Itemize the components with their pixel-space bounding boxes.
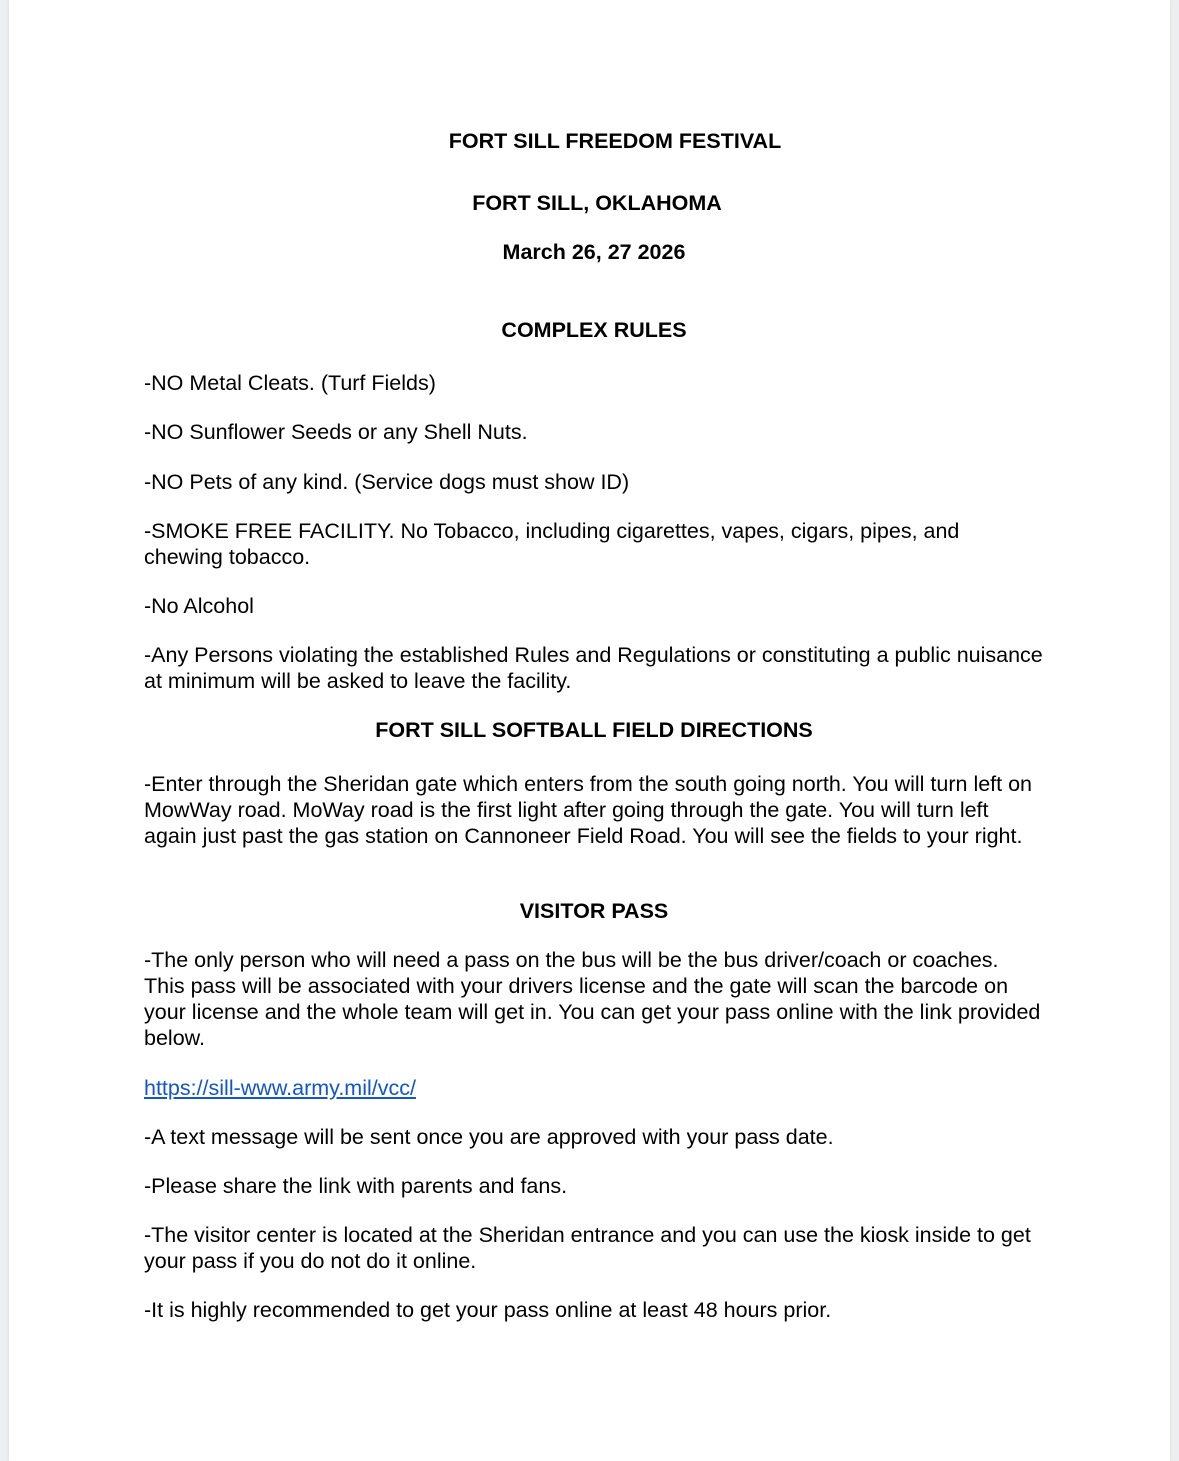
- visitor-pass-heading: VISITOR PASS: [519, 899, 669, 923]
- pass-note: -It is highly recommended to get your pass online at least 48 hours prior.: [144, 1298, 832, 1322]
- rule-item: -SMOKE FREE FACILITY. No Tobacco, including cigarettes, vapes, cigars, pipes, and chewing tobacco.: [144, 519, 960, 569]
- pass-note: -A text message will be sent once you are approved with your pass date.: [144, 1125, 834, 1149]
- visitor-pass-link-line: [144, 1075, 1044, 1101]
- event-date: March 26, 27 2026: [502, 240, 686, 264]
- event-location: FORT SILL, OKLAHOMA: [472, 191, 722, 215]
- pass-note: -The visitor center is located at the Sheridan entrance and you can use the kiosk inside to get your pass if you do not do it online.: [144, 1223, 1031, 1273]
- event-title: FORT SILL FREEDOM FESTIVAL: [448, 129, 782, 153]
- directions-text: -Enter through the Sheridan gate which enters from the south going north. You will turn left on MowWay road. MoWay road is the first light after going through the gate. You will turn left again just past the gas station on Cannoneer Field Road. You will see the fields to your right.: [144, 772, 1033, 848]
- rule-item: -Any Persons violating the established Rules and Regulations or constituting a public nuisance at minimum will be asked to leave the facility.: [144, 643, 1043, 693]
- rules-heading: COMPLEX RULES: [501, 318, 687, 342]
- rule-item: -NO Metal Cleats. (Turf Fields): [144, 371, 436, 395]
- directions-heading: FORT SILL SOFTBALL FIELD DIRECTIONS: [375, 718, 813, 742]
- rule-item: -No Alcohol: [144, 594, 254, 618]
- rule-item: -NO Pets of any kind. (Service dogs must show ID): [144, 470, 630, 494]
- visitor-pass-link[interactable]: https://sill-www.army.mil/vcc/: [144, 1076, 416, 1100]
- rule-item: -NO Sunflower Seeds or any Shell Nuts.: [144, 420, 528, 444]
- visitor-pass-intro: -The only person who will need a pass on the bus will be the bus driver/coach or coaches. This pass will be associated with your drivers license and the gate will scan the barcode on your license and the whole team will get in. You can get your pass online with the link provided below.: [144, 948, 1041, 1050]
- document-page: [9, 0, 1170, 1461]
- pass-note: -Please share the link with parents and fans.: [144, 1174, 568, 1198]
